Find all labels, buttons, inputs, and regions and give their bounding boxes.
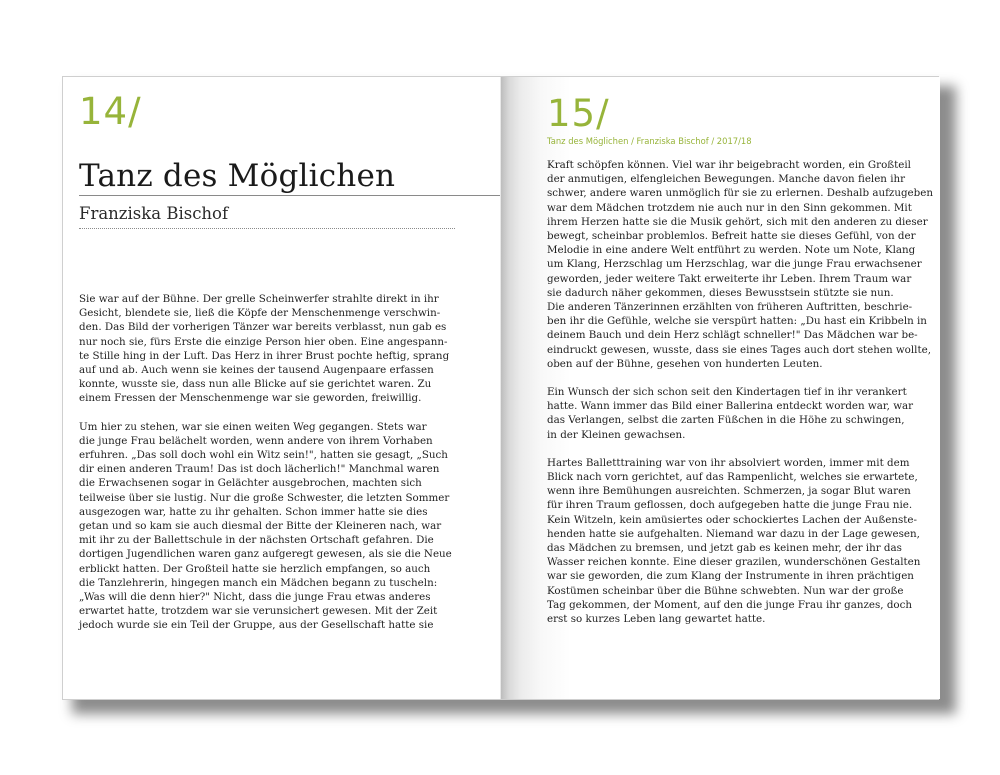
- page-number-right: 15/: [547, 92, 610, 135]
- text-line: jedoch wurde sie ein Teil der Gruppe, aus der Gesellschaft hatte sie: [79, 619, 434, 632]
- running-head: Tanz des Möglichen / Franziska Bischof / 2017/18: [547, 136, 752, 146]
- text-line: Melodie in eine andere Welt entführt zu werden. Note um Note, Klang: [547, 244, 916, 257]
- text-line: die Erwachsenen sogar in Gelächter ausgebrochen, machten sich: [79, 477, 422, 490]
- text-line: Die anderen Tänzerinnen erzählten von früheren Auftritten, beschrie-: [547, 301, 913, 314]
- text-line: mit ihr zu der Ballettschule in der nächsten Ortschaft gefahren. Die: [79, 534, 434, 547]
- body-paragraph: [547, 385, 921, 442]
- text-line: den. Das Bild der vorherigen Tänzer war bereits verblasst, nun gab es: [79, 321, 447, 334]
- text-line: das Verlangen, selbst die zarten Füßchen in die Höhe zu schwingen,: [547, 414, 905, 427]
- text-line: in der Kleinen gewachsen.: [547, 428, 686, 441]
- left-page: [63, 77, 501, 699]
- text-line: Wasser reichen konnte. Eine dieser grazilen, wunderschönen Gestalten: [547, 556, 921, 569]
- text-line: einem Fressen der Menschenmenge war sie geworden, freiwillig.: [79, 392, 422, 405]
- text-line: schwer, andere waren unmöglich für sie zu erlernen. Deshalb aufzugeben: [547, 187, 933, 200]
- text-line: Blick nach vorn gerichtet, auf das Rampenlicht, welches sie erwartete,: [547, 471, 918, 484]
- text-line: eindruckt gewesen, wusste, dass sie eines Tages auch dort stehen wollte,: [547, 343, 931, 356]
- text-line: dir einen anderen Traum! Das ist doch lächerlich!" Manchmal waren: [79, 463, 440, 476]
- text-line: bewegt, scheinbar problemlos. Befreit hatte sie dieses Gefühl, von der: [547, 230, 916, 243]
- text-line: die Tanzlehrerin, hingegen manch ein Mädchen begann zu tuscheln:: [79, 576, 438, 589]
- text-line: oben auf der Bühne, gesehen von hunderten Leuten.: [547, 357, 823, 370]
- text-line: nur noch sie, fürs Erste die einzige Person hier oben. Eine angespann-: [79, 335, 448, 348]
- text-line: die junge Frau belächelt worden, wenn andere von ihrem Vorhaben: [79, 434, 433, 447]
- body-paragraph: [79, 420, 451, 633]
- text-line: Tag gekommen, der Moment, auf den die junge Frau ihr ganzes, doch: [547, 598, 913, 611]
- text-line: deinem Bauch und dein Herz schlägt schneller!" Das Mädchen war be-: [547, 329, 918, 342]
- text-line: te Stille hing in der Luft. Das Herz in ihrer Brust pochte heftig, sprang: [79, 349, 450, 362]
- book-spread: [62, 76, 939, 700]
- author-name: Franziska Bischof: [79, 204, 229, 223]
- text-line: um Klang, Herzschlag um Herzschlag, war die junge Frau erwachsener: [547, 258, 922, 271]
- text-line: Sie war auf der Bühne. Der grelle Scheinwerfer strahlte direkt in ihr: [79, 293, 439, 305]
- text-line: geworden, jeder weitere Takt erweiterte ihr Leben. Ihrem Traum war: [547, 272, 912, 285]
- title-rule: [79, 195, 501, 196]
- body-paragraph: [547, 158, 933, 371]
- text-line: erfuhren. „Das soll doch wohl ein Witz sein!", hatten sie gesagt, „Such: [79, 449, 448, 462]
- text-line: getan und so kam sie auch diesmal der Bitte der Kleineren nach, war: [79, 520, 442, 533]
- text-line: Kraft schöpfen können. Viel war ihr beigebracht worden, ein Großteil: [547, 159, 911, 171]
- text-line: sie dadurch näher gekommen, dieses Bewusstsein stützte sie nun.: [547, 286, 894, 299]
- text-line: erwartet hatte, trotzdem war sie verunsichert gewesen. Mit der Zeit: [79, 605, 438, 618]
- right-page: [501, 77, 940, 699]
- text-line: ihrem Herzen hatte sie die Musik gehört, sich mit den anderen zu dieser: [547, 215, 928, 228]
- text-line: Hartes Balletttraining war von ihr absolviert worden, immer mit dem: [547, 456, 910, 469]
- text-line: Kein Witzeln, kein amüsiertes oder schockiertes Lachen der Außenste-: [547, 513, 917, 526]
- text-line: war sie geworden, die zum Klang der Instrumente in ihren prächtigen: [547, 570, 914, 583]
- text-line: Gesicht, blendete sie, ließ die Köpfe der Menschenmenge verschwin-: [79, 307, 441, 320]
- left-body-text: [79, 292, 451, 633]
- text-line: Ein Wunsch der sich schon seit den Kindertagen tief in ihr verankert: [547, 386, 907, 399]
- page-number-left: 14/: [79, 90, 142, 133]
- text-line: konnte, wusste sie, dass nun alle Blicke auf sie gerichtet waren. Zu: [79, 378, 432, 391]
- body-paragraph: [79, 292, 451, 406]
- text-line: henden hatte sie aufgehalten. Niemand war dazu in der Lage gewesen,: [547, 527, 920, 540]
- text-line: der anmutigen, elfengleichen Bewegungen. Manche davon fielen ihr: [547, 173, 906, 186]
- text-line: wenn ihre Bemühungen ausreichten. Schmerzen, ja sogar Blut waren: [547, 485, 911, 498]
- text-line: dortigen Jugendlichen waren ganz aufgeregt gewesen, als sie die Neue: [79, 548, 452, 561]
- text-line: erblickt hatten. Der Großteil hatte sie herzlich empfangen, so auch: [79, 562, 431, 575]
- text-line: ausgezogen war, hatte zu ihr gehalten. Schon immer hatte sie dies: [79, 505, 428, 518]
- text-line: hatte. Wann immer das Bild einer Ballerina entdeckt worden war, war: [547, 400, 914, 413]
- text-line: war dem Mädchen trotzdem nie auch nur in den Sinn gekommen. Mit: [547, 201, 912, 214]
- right-body-text: [547, 158, 933, 626]
- text-line: auf und ab. Auch wenn sie keines der tausend Augenpaare erfassen: [79, 364, 434, 377]
- text-line: „Was will die denn hier?" Nicht, dass die junge Frau etwas anderes: [79, 591, 431, 604]
- body-paragraph: [547, 456, 921, 626]
- text-line: Um hier zu stehen, war sie einen weiten Weg gegangen. Stets war: [79, 420, 427, 433]
- text-line: das Mädchen zu bremsen, und jetzt gab es keinen mehr, der ihr das: [547, 542, 902, 555]
- text-line: Kostümen scheinbar über die Bühne schwebten. Nun war der große: [547, 584, 904, 597]
- text-line: teilweise über sie lustig. Nur die große Schwester, die letzten Sommer: [79, 491, 450, 504]
- author-dotted-rule: [79, 228, 455, 229]
- story-title: Tanz des Möglichen: [79, 158, 396, 194]
- text-line: ben ihr die Gefühle, welche sie verspürt hatten: „Du hast ein Kribbeln in: [547, 315, 927, 328]
- text-line: für ihren Traum geflossen, doch aufgegeben hatte die junge Frau nie.: [547, 499, 913, 512]
- text-line: erst so kurzes Leben lang gewartet hatte.: [547, 613, 766, 626]
